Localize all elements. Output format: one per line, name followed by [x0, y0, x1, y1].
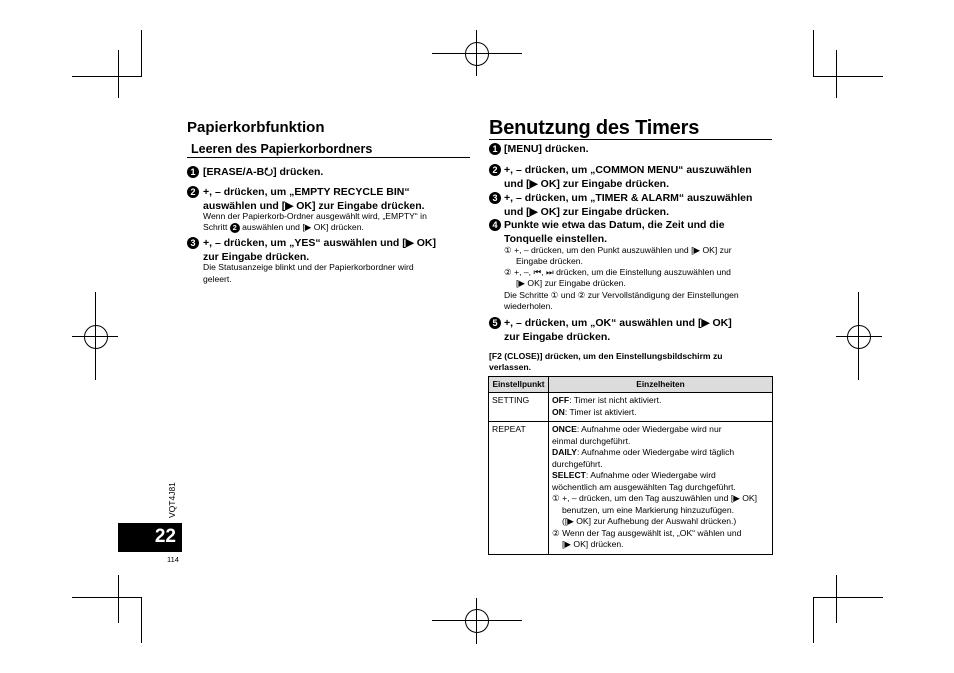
step-4-note-1: ① +, – drücken, um den Punkt auszuwählen und [▶ OK] zur: [504, 245, 732, 255]
table-header-row: [489, 377, 773, 393]
step-2-line1: +, – drücken, um „EMPTY RECYCLE BIN“: [203, 186, 410, 198]
model-code: VQT4J81: [167, 482, 177, 518]
table-cell-details: ONCE: Aufnahme oder Wiedergabe wird nur einmal durchgeführt. DAILY: Aufnahme oder Wiedergabe wird täglich durchgeführt. SELECT: Aufnahme oder Wiedergabe wird wöchentlich am ausgewählten Tag durchgeführt. ① +, – drücken, um den Tag auszuwählen und [▶ OK] benutzen, um eine Markierung hinzuzufügen. ([▶ OK] zur Aufhebung der Auswahl drücken.) ② Wenn der Tag ausgewählt ist, „OK“ wählen und [▶ OK] drücken.: [549, 422, 773, 555]
page-number-box: [118, 523, 182, 552]
table-row: [489, 422, 773, 555]
timer-step-5-line1: +, – drücken, um „OK“ auswählen und [▶ OK]: [504, 317, 732, 329]
sub-page-number: 114: [167, 555, 179, 564]
table-cell-label: REPEAT: [489, 422, 549, 555]
timer-step-2-line2: und [▶ OK] zur Eingabe drücken.: [504, 178, 670, 190]
step-number-3: 3: [187, 237, 199, 249]
step-number-1: 1: [489, 143, 501, 155]
timer-step-1: [MENU] drücken.: [504, 143, 589, 155]
step-4-note-6: wiederholen.: [504, 301, 553, 311]
section-title-timer: Benutzung des Timers: [489, 117, 700, 139]
subsection-title: Leeren des Papierkorbordners: [191, 142, 373, 156]
timer-step-3-line2: und [▶ OK] zur Eingabe drücken.: [504, 206, 670, 218]
step-number-1: 1: [187, 166, 199, 178]
table-header: Einzelheiten: [549, 377, 773, 393]
step-number-3: 3: [489, 192, 501, 204]
table-header: Einstellpunkt: [489, 377, 549, 393]
step-number-2: 2: [187, 186, 199, 198]
step-1-text: [ERASE/A-B⭮] drücken.: [203, 166, 324, 178]
step-3-note-2: geleert.: [203, 274, 232, 284]
timer-step-5-line2: zur Eingabe drücken.: [504, 331, 611, 343]
step-4-note-2: Eingabe drücken.: [516, 256, 583, 266]
section-title-papierkorb: Papierkorbfunktion: [187, 119, 325, 136]
close-note-1: [F2 (CLOSE)] drücken, um den Einstellungsbildschirm zu: [489, 351, 723, 361]
divider: [187, 157, 470, 158]
close-note-2: verlassen.: [489, 362, 532, 372]
table-cell-details: OFF: Timer ist nicht aktiviert. ON: Timer ist aktiviert.: [549, 393, 773, 422]
timer-step-3-line1: +, – drücken, um „TIMER & ALARM“ auszuwählen: [504, 192, 753, 204]
page-number: 22: [154, 526, 176, 547]
timer-step-4-line2: Tonquelle einstellen.: [504, 233, 608, 245]
table-row: [489, 393, 773, 422]
step-2-note-2: Schritt 2 auswählen und [▶ OK] drücken.: [203, 222, 364, 232]
step-3-note-1: Die Statusanzeige blinkt und der Papierkorbordner wird: [203, 262, 414, 272]
step-number-5: 5: [489, 317, 501, 329]
step-4-note-4: [▶ OK] zur Eingabe drücken.: [516, 278, 626, 288]
timer-step-2-line1: +, – drücken, um „COMMON MENU“ auszuwählen: [504, 164, 752, 176]
step-number-4: 4: [489, 219, 501, 231]
step-3-line2: zur Eingabe drücken.: [203, 251, 310, 263]
step-2-note-1: Wenn der Papierkorb-Ordner ausgewählt wird, „EMPTY“ in: [203, 211, 427, 221]
step-4-note-5: Die Schritte ① und ② zur Vervollständigung der Einstellungen: [504, 290, 739, 300]
divider: [489, 139, 772, 140]
table-cell-label: SETTING: [489, 393, 549, 422]
timer-step-4-line1: Punkte wie etwa das Datum, die Zeit und die: [504, 219, 725, 231]
step-2-line2: auswählen und [▶ OK] zur Eingabe drücken.: [203, 200, 425, 212]
step-3-line1: +, – drücken, um „YES“ auswählen und [▶ OK]: [203, 237, 436, 249]
timer-settings-table: [488, 376, 773, 555]
step-4-note-3: ② +, –, ⏮, ⏭ drücken, um die Einstellung auszuwählen und: [504, 267, 731, 277]
inline-step-number: 2: [230, 223, 240, 233]
step-number-2: 2: [489, 164, 501, 176]
